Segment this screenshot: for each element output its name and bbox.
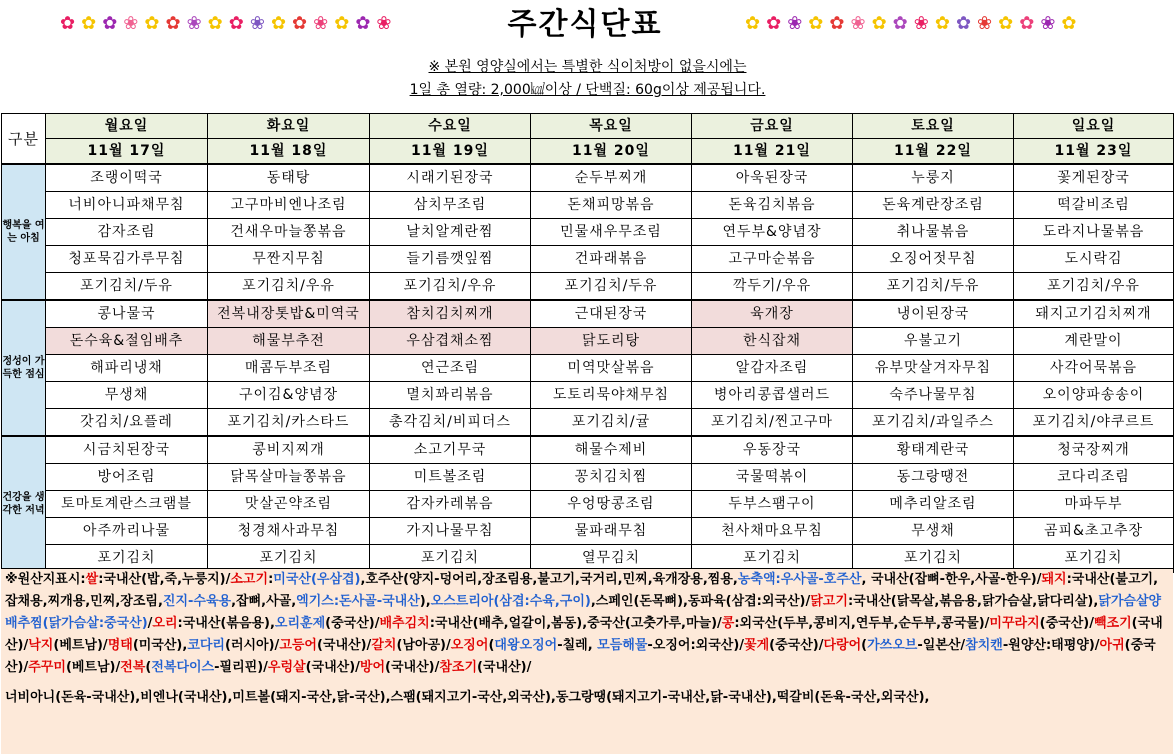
menu-cell: 멸치꽈리볶음 xyxy=(370,382,531,409)
flower-icon: ✿ xyxy=(102,12,118,34)
origin-segment: :국내산(닭목살,볶음용,닭가슴살,닭다리살), xyxy=(847,594,1099,609)
flower-decoration-right xyxy=(745,8,1077,38)
menu-cell: 고구마순볶음 xyxy=(692,246,853,273)
origin-segment: :국내산(볶음용), xyxy=(177,616,275,631)
menu-cell: 들기름깻잎찜 xyxy=(370,246,531,273)
menu-cell: 콩비지찌개 xyxy=(208,436,370,464)
menu-row xyxy=(2,355,1174,382)
flower-icon: ❀ xyxy=(123,12,139,34)
date-header: 11월 19일 xyxy=(370,139,531,165)
page-header xyxy=(0,0,1175,113)
origin-segment: 진지-수육용 xyxy=(162,594,232,609)
menu-cell: 총각김치/비피더스 xyxy=(370,409,531,437)
flower-icon: ❀ xyxy=(249,12,265,34)
menu-cell: 계란말이 xyxy=(1014,328,1174,355)
flower-icon: ✿ xyxy=(207,12,223,34)
menu-cell: 연두부&양념장 xyxy=(692,219,853,246)
menu-cell: 물파래무침 xyxy=(531,518,692,545)
menu-cell: 삼치무조림 xyxy=(370,192,531,219)
menu-cell: 두부스팸구이 xyxy=(692,491,853,518)
origin-segment: ( xyxy=(861,638,868,653)
flower-icon: ❀ xyxy=(186,12,202,34)
menu-row xyxy=(2,464,1174,491)
origin-segment: 우렁살 xyxy=(267,660,306,675)
menu-cell: 포기김치/야쿠르트 xyxy=(1014,409,1174,437)
origin-segment: (국내산)/ xyxy=(317,638,372,653)
date-header: 11월 23일 xyxy=(1014,139,1174,165)
menu-cell: 황태계란국 xyxy=(853,436,1014,464)
menu-cell: 너비아니파채무침 xyxy=(46,192,208,219)
menu-cell: 코다리조림 xyxy=(1014,464,1174,491)
origin-segment: -필리핀)/ xyxy=(214,660,268,675)
origin-extra-statement: 너비아니(돈육-국내산),비엔나(국내산),미트볼(돼지-국산,닭-국산),스팸(돼지고기-국산,외국산),동그랑땡(돼지고기-국내산,닭-국내산),떡갈비(돈육-국산,외국산), xyxy=(5,690,930,705)
flower-icon: ❀ xyxy=(787,12,803,34)
menu-cell: 해물수제비 xyxy=(531,436,692,464)
menu-cell: 해물부추전 xyxy=(208,328,370,355)
menu-cell: 천사채마요무침 xyxy=(692,518,853,545)
menu-cell: 건파래볶음 xyxy=(531,246,692,273)
menu-cell: 한식잡채 xyxy=(692,328,853,355)
menu-cell: 근대된장국 xyxy=(531,300,692,328)
menu-cell: 소고기무국 xyxy=(370,436,531,464)
menu-row xyxy=(2,300,1174,328)
origin-segment: , 국내산(잡뼈-한우,사골-한우)/ xyxy=(861,572,1042,587)
flower-icon: ✿ xyxy=(81,12,97,34)
origin-segment: 배추김치 xyxy=(379,616,430,631)
menu-cell: 포기김치 xyxy=(692,545,853,573)
meal-label: 행복을 여는 아침 xyxy=(2,164,46,300)
flower-icon: ✿ xyxy=(292,12,308,34)
origin-segment: -일본산/ xyxy=(917,638,966,653)
menu-cell: 병아리콩콥샐러드 xyxy=(692,382,853,409)
origin-segment: (남아공)/ xyxy=(396,638,451,653)
date-header: 11월 18일 xyxy=(208,139,370,165)
menu-row xyxy=(2,491,1174,518)
origin-segment: 코다리 xyxy=(187,638,225,653)
origin-segment: (국내산)/ xyxy=(477,660,532,675)
flower-icon: ❀ xyxy=(376,12,392,34)
gubun-label: 구분 xyxy=(2,114,46,165)
origin-segment: 가쓰오브 xyxy=(867,638,918,653)
menu-cell: 방어조림 xyxy=(46,464,208,491)
flower-icon: ✿ xyxy=(892,12,908,34)
origin-segment: : xyxy=(268,572,274,587)
origin-segment: ※원산지표시: xyxy=(5,572,86,587)
day-header: 토요일 xyxy=(853,114,1014,139)
flower-icon: ❀ xyxy=(977,12,993,34)
menu-cell: 갓김치/요플레 xyxy=(46,409,208,437)
flower-icon: ✿ xyxy=(228,12,244,34)
menu-cell: 닭목살마늘쫑볶음 xyxy=(208,464,370,491)
origin-segment: 대왕오징어 xyxy=(494,638,558,653)
menu-cell: 조랭이떡국 xyxy=(46,164,208,192)
menu-row xyxy=(2,273,1174,301)
origin-segment: 닭고기 xyxy=(810,594,848,609)
notice-line-1: ※ 본원 영양실에서는 특별한 식이처방이 없을시에는 xyxy=(428,59,747,75)
flower-icon: ✿ xyxy=(998,12,1014,34)
menu-cell: 감자조림 xyxy=(46,219,208,246)
day-header: 월요일 xyxy=(46,114,208,139)
menu-cell: 우엉땅콩조림 xyxy=(531,491,692,518)
origin-info-box xyxy=(1,568,1173,754)
day-header-row xyxy=(2,114,1174,139)
menu-cell: 날치알계란찜 xyxy=(370,219,531,246)
origin-segment: 미국산(우삼겹) xyxy=(273,572,361,587)
origin-segment: 돼지 xyxy=(1041,572,1067,587)
origin-segment: -원양산:태평양)/ xyxy=(1002,638,1100,653)
meal-label: 정성이 가득한 점심 xyxy=(2,300,46,436)
menu-row xyxy=(2,328,1174,355)
menu-cell: 도라지나물볶음 xyxy=(1014,219,1174,246)
menu-cell: 맛살곤약조림 xyxy=(208,491,370,518)
menu-cell: 건새우마늘쫑볶음 xyxy=(208,219,370,246)
menu-cell: 우동장국 xyxy=(692,436,853,464)
menu-cell: 포기김치/우유 xyxy=(208,273,370,301)
flower-icon: ✿ xyxy=(766,12,782,34)
origin-segment: :국내산(배추,얼갈이,봄동),중국산(고춧가루,마늘)/ xyxy=(429,616,722,631)
flower-icon: ✿ xyxy=(1061,12,1077,34)
menu-cell: 무짠지무침 xyxy=(208,246,370,273)
menu-cell: 청포묵김가루무침 xyxy=(46,246,208,273)
menu-cell: 돈수육&절임배추 xyxy=(46,328,208,355)
menu-cell: 오징어젓무침 xyxy=(853,246,1014,273)
flower-icon: ✿ xyxy=(165,12,181,34)
origin-segment: :외국산(두부,콩비지,연두부,순두부,콩국물)/ xyxy=(734,616,990,631)
menu-cell: 꽁치김치찜 xyxy=(531,464,692,491)
origin-segment: 오리 xyxy=(152,616,178,631)
menu-cell: 취나물볶음 xyxy=(853,219,1014,246)
menu-cell: 포기김치/귤 xyxy=(531,409,692,437)
origin-segment: 꽃게 xyxy=(744,638,770,653)
menu-cell: 알감자조림 xyxy=(692,355,853,382)
menu-row xyxy=(2,382,1174,409)
menu-cell: 참치김치찌개 xyxy=(370,300,531,328)
origin-segment: 참치캔 xyxy=(965,638,1003,653)
menu-cell: 포기김치/우유 xyxy=(1014,273,1174,301)
menu-cell: 도시락김 xyxy=(1014,246,1174,273)
menu-cell: 포기김치/찐고구마 xyxy=(692,409,853,437)
origin-segment: 오징어 xyxy=(450,638,489,653)
menu-cell: 포기김치 xyxy=(370,545,531,573)
notice-line-2: 1일 총 열량: 2,000㎉이상 / 단백질: 60g이상 제공됩니다. xyxy=(409,82,766,98)
menu-cell: 우불고기 xyxy=(853,328,1014,355)
weekly-menu-table xyxy=(1,113,1174,573)
origin-segment: 소고기 xyxy=(230,572,269,587)
date-header: 11월 20일 xyxy=(531,139,692,165)
menu-cell: 마파두부 xyxy=(1014,491,1174,518)
menu-cell: 민물새우무조림 xyxy=(531,219,692,246)
menu-cell: 떡갈비조림 xyxy=(1014,192,1174,219)
flower-icon: ✿ xyxy=(1019,12,1035,34)
menu-cell: 감자카레볶음 xyxy=(370,491,531,518)
menu-cell: 도토리묵야채무침 xyxy=(531,382,692,409)
flower-icon: ✿ xyxy=(871,12,887,34)
menu-cell: 매콤두부조림 xyxy=(208,355,370,382)
menu-cell: 토마토계란스크램블 xyxy=(46,491,208,518)
origin-segment: -칠레, xyxy=(557,638,598,653)
menu-cell: 동태탕 xyxy=(208,164,370,192)
date-header: 11월 17일 xyxy=(46,139,208,165)
menu-row xyxy=(2,246,1174,273)
flower-icon: ❀ xyxy=(850,12,866,34)
origin-segment: 농축액:우사골-호주산 xyxy=(737,572,862,587)
date-header-row xyxy=(2,139,1174,165)
origin-segment: 오스트리아(삼겹:수육,구이) xyxy=(430,594,591,609)
flower-icon: ✿ xyxy=(334,12,350,34)
menu-cell: 아욱된장국 xyxy=(692,164,853,192)
menu-row xyxy=(2,518,1174,545)
menu-cell: 돈육계란장조림 xyxy=(853,192,1014,219)
origin-segment: (중국산)/ xyxy=(5,638,1156,675)
day-header: 일요일 xyxy=(1014,114,1174,139)
origin-segment: ,호주산(양지-덩어리,장조림용,불고기,국거리,민찌,육개장용,찜용, xyxy=(360,572,738,587)
menu-cell: 깍두기/우유 xyxy=(692,273,853,301)
origin-segment: 닭가슴살양배추찜(닭가슴살:중국산) xyxy=(5,594,1162,631)
menu-cell: 포기김치/우유 xyxy=(370,273,531,301)
menu-row xyxy=(2,164,1174,192)
flower-icon: ✿ xyxy=(60,12,76,34)
flower-icon: ✿ xyxy=(270,12,287,34)
menu-cell: 육개장 xyxy=(692,300,853,328)
menu-cell: 무생채 xyxy=(46,382,208,409)
menu-cell: 냉이된장국 xyxy=(853,300,1014,328)
menu-cell: 구이김&양념장 xyxy=(208,382,370,409)
menu-cell: 국물떡볶이 xyxy=(692,464,853,491)
menu-row xyxy=(2,409,1174,437)
menu-cell: 곰피&초고추장 xyxy=(1014,518,1174,545)
menu-cell: 청국장찌개 xyxy=(1014,436,1174,464)
flower-icon: ✿ xyxy=(955,12,972,34)
origin-segment: 다랑어 xyxy=(823,638,862,653)
menu-cell: 무생채 xyxy=(853,518,1014,545)
day-header: 화요일 xyxy=(208,114,370,139)
date-header: 11월 22일 xyxy=(853,139,1014,165)
origin-segment: (베트남)/ xyxy=(65,660,121,675)
menu-cell: 포기김치/두유 xyxy=(853,273,1014,301)
origin-segment: (러시아)/ xyxy=(225,638,280,653)
origin-segment: ( xyxy=(145,660,152,675)
origin-segment: 콩 xyxy=(721,616,735,631)
origin-segment: 쌀 xyxy=(85,572,99,587)
origin-segment: 오리훈제 xyxy=(274,616,326,631)
menu-cell: 오이양파송송이 xyxy=(1014,382,1174,409)
flower-icon: ✿ xyxy=(144,12,160,34)
menu-cell: 시금치된장국 xyxy=(46,436,208,464)
menu-cell: 순두부찌개 xyxy=(531,164,692,192)
origin-segment: 아귀 xyxy=(1099,638,1125,653)
origin-segment: :국내산(불고기,잡채용,찌개용,민찌,장조림, xyxy=(5,572,1159,609)
menu-cell: 포기김치/두유 xyxy=(531,273,692,301)
origin-segment: (국내산)/ xyxy=(5,616,1163,653)
origin-segment: ,잡뼈,사골, xyxy=(231,594,297,609)
flower-icon: ✿ xyxy=(355,12,371,34)
menu-cell: 청경채사과무침 xyxy=(208,518,370,545)
menu-cell: 숙주나물무침 xyxy=(853,382,1014,409)
menu-cell: 닭도리탕 xyxy=(531,328,692,355)
origin-segment: -오징어:외국산)/ xyxy=(647,638,745,653)
menu-cell: 포기김치 xyxy=(46,545,208,573)
flower-icon: ❀ xyxy=(313,12,329,34)
menu-cell: 시래기된장국 xyxy=(370,164,531,192)
flower-icon: ✿ xyxy=(829,12,845,34)
menu-cell: 우삼겹채소찜 xyxy=(370,328,531,355)
origin-segment: / xyxy=(147,616,153,631)
origin-segment: (미국산), xyxy=(132,638,188,653)
menu-cell: 해파리냉채 xyxy=(46,355,208,382)
flower-icon: ❀ xyxy=(913,12,929,34)
menu-cell: 돼지고기김치찌개 xyxy=(1014,300,1174,328)
menu-cell: 포기김치/두유 xyxy=(46,273,208,301)
flower-decoration-left xyxy=(60,8,392,38)
menu-cell: 포기김치 xyxy=(1014,545,1174,573)
menu-cell: 돈육김치볶음 xyxy=(692,192,853,219)
origin-segment: 엑기스:돈사골-국내산 xyxy=(296,594,420,609)
day-header: 금요일 xyxy=(692,114,853,139)
page-title: 주간식단표 xyxy=(507,7,663,42)
menu-cell: 유부맛살겨자무침 xyxy=(853,355,1014,382)
menu-cell: 전복내장톳밥&미역국 xyxy=(208,300,370,328)
origin-segment: 낙지 xyxy=(28,638,54,653)
origin-segment: 모듬해물 xyxy=(597,638,648,653)
flower-icon: ✿ xyxy=(808,12,824,34)
flower-icon: ✿ xyxy=(934,12,950,34)
menu-cell: 포기김치 xyxy=(208,545,370,573)
origin-segment: 방어 xyxy=(359,660,386,675)
menu-cell: 열무김치 xyxy=(531,545,692,573)
menu-cell: 동그랑땡전 xyxy=(853,464,1014,491)
origin-segment: (베트남)/ xyxy=(53,638,108,653)
menu-cell: 사각어묵볶음 xyxy=(1014,355,1174,382)
menu-row xyxy=(2,192,1174,219)
menu-cell: 아주까리나물 xyxy=(46,518,208,545)
origin-statement xyxy=(5,569,1169,679)
origin-segment: ,스페인(돈목뼈),동파육(삼겹:외국산)/ xyxy=(590,594,811,609)
origin-segment: 전복 xyxy=(120,660,146,675)
day-header: 수요일 xyxy=(370,114,531,139)
origin-segment: (중국산)/ xyxy=(1039,616,1094,631)
menu-cell: 포기김치/카스타드 xyxy=(208,409,370,437)
menu-cell: 메추리알조림 xyxy=(853,491,1014,518)
menu-cell: 가지나물무침 xyxy=(370,518,531,545)
meal-label: 건강을 생각한 저녁 xyxy=(2,436,46,572)
menu-cell: 미트볼조림 xyxy=(370,464,531,491)
menu-row xyxy=(2,436,1174,464)
origin-segment: 참조기 xyxy=(439,660,478,675)
flower-icon: ❀ xyxy=(1040,12,1056,34)
origin-segment: 빽조기 xyxy=(1093,616,1132,631)
origin-segment: ( xyxy=(488,638,495,653)
menu-cell: 포기김치/과일주스 xyxy=(853,409,1014,437)
origin-segment: ), xyxy=(419,594,431,609)
origin-segment: :국내산(밥,죽,누룽지)/ xyxy=(98,572,231,587)
day-header: 목요일 xyxy=(531,114,692,139)
menu-row xyxy=(2,219,1174,246)
origin-segment: 미꾸라지 xyxy=(989,616,1040,631)
origin-segment: (중국산)/ xyxy=(769,638,824,653)
menu-cell: 연근조림 xyxy=(370,355,531,382)
menu-cell: 미역맛살볶음 xyxy=(531,355,692,382)
origin-segment: (중국산)/ xyxy=(325,616,380,631)
menu-cell: 꽃게된장국 xyxy=(1014,164,1174,192)
origin-segment: 명태 xyxy=(107,638,133,653)
menu-cell: 누룽지 xyxy=(853,164,1014,192)
origin-segment: 전복다이스 xyxy=(151,660,215,675)
menu-cell: 돈채피망볶음 xyxy=(531,192,692,219)
date-header: 11월 21일 xyxy=(692,139,853,165)
menu-cell: 고구마비엔나조림 xyxy=(208,192,370,219)
origin-segment: 고등어 xyxy=(279,638,317,653)
origin-segment: (국내산)/ xyxy=(385,660,440,675)
origin-segment: 주꾸미 xyxy=(28,660,66,675)
menu-cell: 콩나물국 xyxy=(46,300,208,328)
flower-icon: ✿ xyxy=(745,12,761,34)
menu-cell: 포기김치 xyxy=(853,545,1014,573)
origin-segment: 갈치 xyxy=(371,638,397,653)
origin-segment: (국내산)/ xyxy=(305,660,360,675)
